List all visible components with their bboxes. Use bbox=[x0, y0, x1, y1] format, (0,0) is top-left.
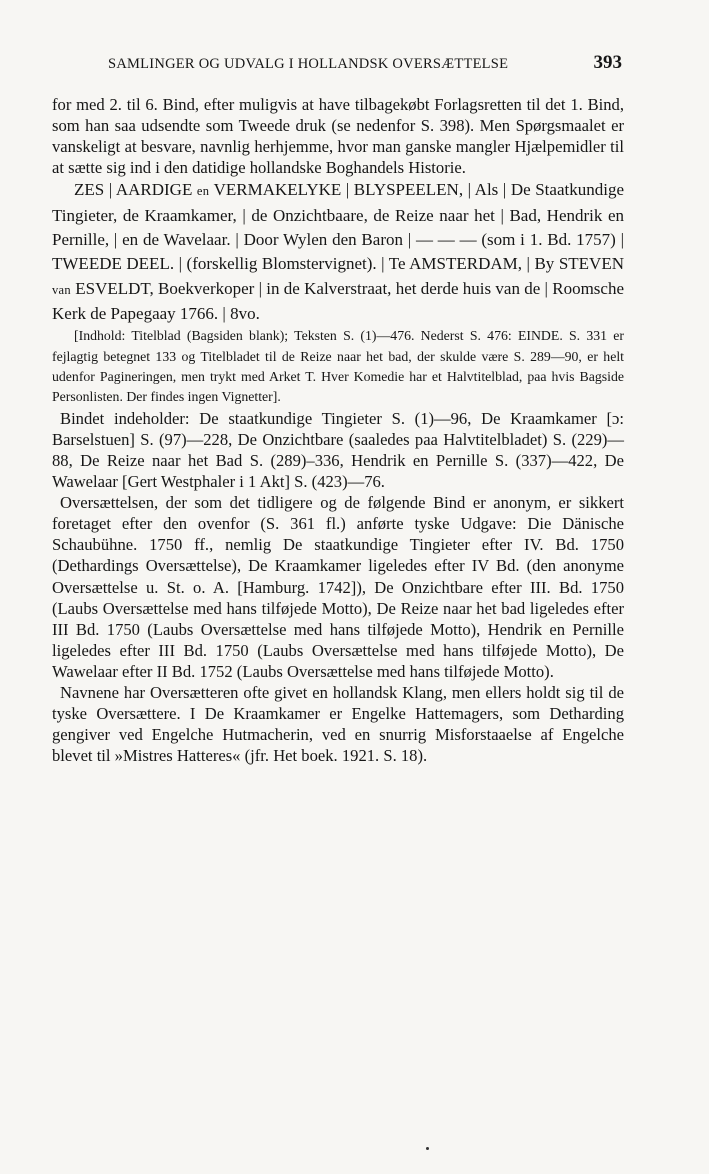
body-paragraph-contents: Bindet indeholder: De staatkundige Tingieter S. (1)—96, De Kraamkamer [ɔ: Barselstuen] S. (97)—228, De Onzichtbare (saaledes paa Halvtitelbladet) S. (229)—88, De Reize naar het Bad S. (289)–336, Hendrik en Pernille S. (337)—422, De Wawelaar [Gert Westphaler i 1 Akt] S. (423)—76. bbox=[52, 408, 624, 492]
entry-title-part-b: VERMAKELYKE | BLYSPEELEN, | Als | De Staatkundige Tingieter, de Kraamkamer, | de Onzichtbaare, de Reize naar het | Bad, Hendrik en Pernille, | en de Wavelaar. | Door Wylen den Baron | — — — (som i 1. Bd. 1757) | TWEEDE DEEL. | (forskellig Blomstervignet). | Te AMSTERDAM, | By STEVEN bbox=[52, 180, 624, 274]
page-body bbox=[52, 94, 624, 766]
entry-title-part-c: ESVELDT, Boekverkoper | in de Kalverstraat, het derde huis van de | Roomsche Kerk de Papegaay 1766. | 8vo. bbox=[52, 278, 624, 323]
page-number: 393 bbox=[593, 52, 622, 73]
contents-note: [Indhold: Titelblad (Bagsiden blank); Teksten S. (1)—476. Nederst S. 476: EINDE. S. 331 er fejlagtig betegnet 133 og Titelbladet til de Reize naar het bad, der skulde være S. 289—90, er helt udenfor Pagineringen, men trykt med Arket T. Hver Komedie har et Halvtitelblad, paa hvis Bagside Personlisten. Der findes ingen Vignetter]. bbox=[52, 328, 624, 405]
page-header bbox=[108, 52, 622, 78]
running-title: SAMLINGER OG UDVALG I HOLLANDSK OVERSÆTTELSE bbox=[108, 56, 509, 72]
body-paragraph-names: Navnene har Oversætteren ofte givet en hollandsk Klang, men ellers holdt sig til de tyske Oversættere. I De Kraamkamer er Engelke Hattemagers, som Detharding gengiver ved Engelche Hutmacherin, ved en snurrig Misforstaaelse af Engelche blevet til »Mistres Hatteres« (jfr. Het boek. 1921. S. 18). bbox=[52, 683, 624, 766]
entry-en: en bbox=[196, 184, 210, 199]
body-paragraph-translation: Oversættelsen, der som det tidligere og de følgende Bind er anonym, er sikkert foretaget efter den ovenfor (S. 361 fl.) anførte tyske Udgave: Die Dänische Schaubühne. 1750 ff., nemlig De staatkundige Tingieter efter IV. Bd. 1750 (Dethardings Oversættelse), De Kraamkamer ligeledes efter IV Bd. (den anonyme Oversættelse u. St. o. A. [Hamburg. 1742]), De Onzichtbare efter III. Bd. 1750 (Laubs Oversættelse med hans tilføjede Motto), De Reize naar het bad ligeledes efter III Bd. 1750 (Laubs Oversættelse med hans tilføjede Motto), Hendrik en Pernille ligeledes efter III Bd. 1750 (Laubs Oversættelse med hans tilføjede Motto), De Wawelaar efter II Bd. 1752 (Laubs Oversættelse med hans tilføjede Motto). bbox=[52, 493, 624, 681]
entry-title-part-a: ZES | AARDIGE bbox=[74, 180, 193, 200]
ink-speck bbox=[426, 1147, 429, 1150]
bibliographic-entry bbox=[52, 178, 624, 326]
intro-paragraph: for med 2. til 6. Bind, efter muligvis at have tilbagekøbt Forlagsretten til det 1. Bind, som han saa udsendte som Tweede druk (se nedenfor S. 398). Men Spørgsmaalet er vanskeligt at besvare, navnlig herhjemme, hvor man ganske mangler Hjælpemidler til at sætte sig ind i den datidige hollandske Boghandels Historie. bbox=[52, 95, 624, 178]
entry-van: van bbox=[52, 282, 71, 297]
